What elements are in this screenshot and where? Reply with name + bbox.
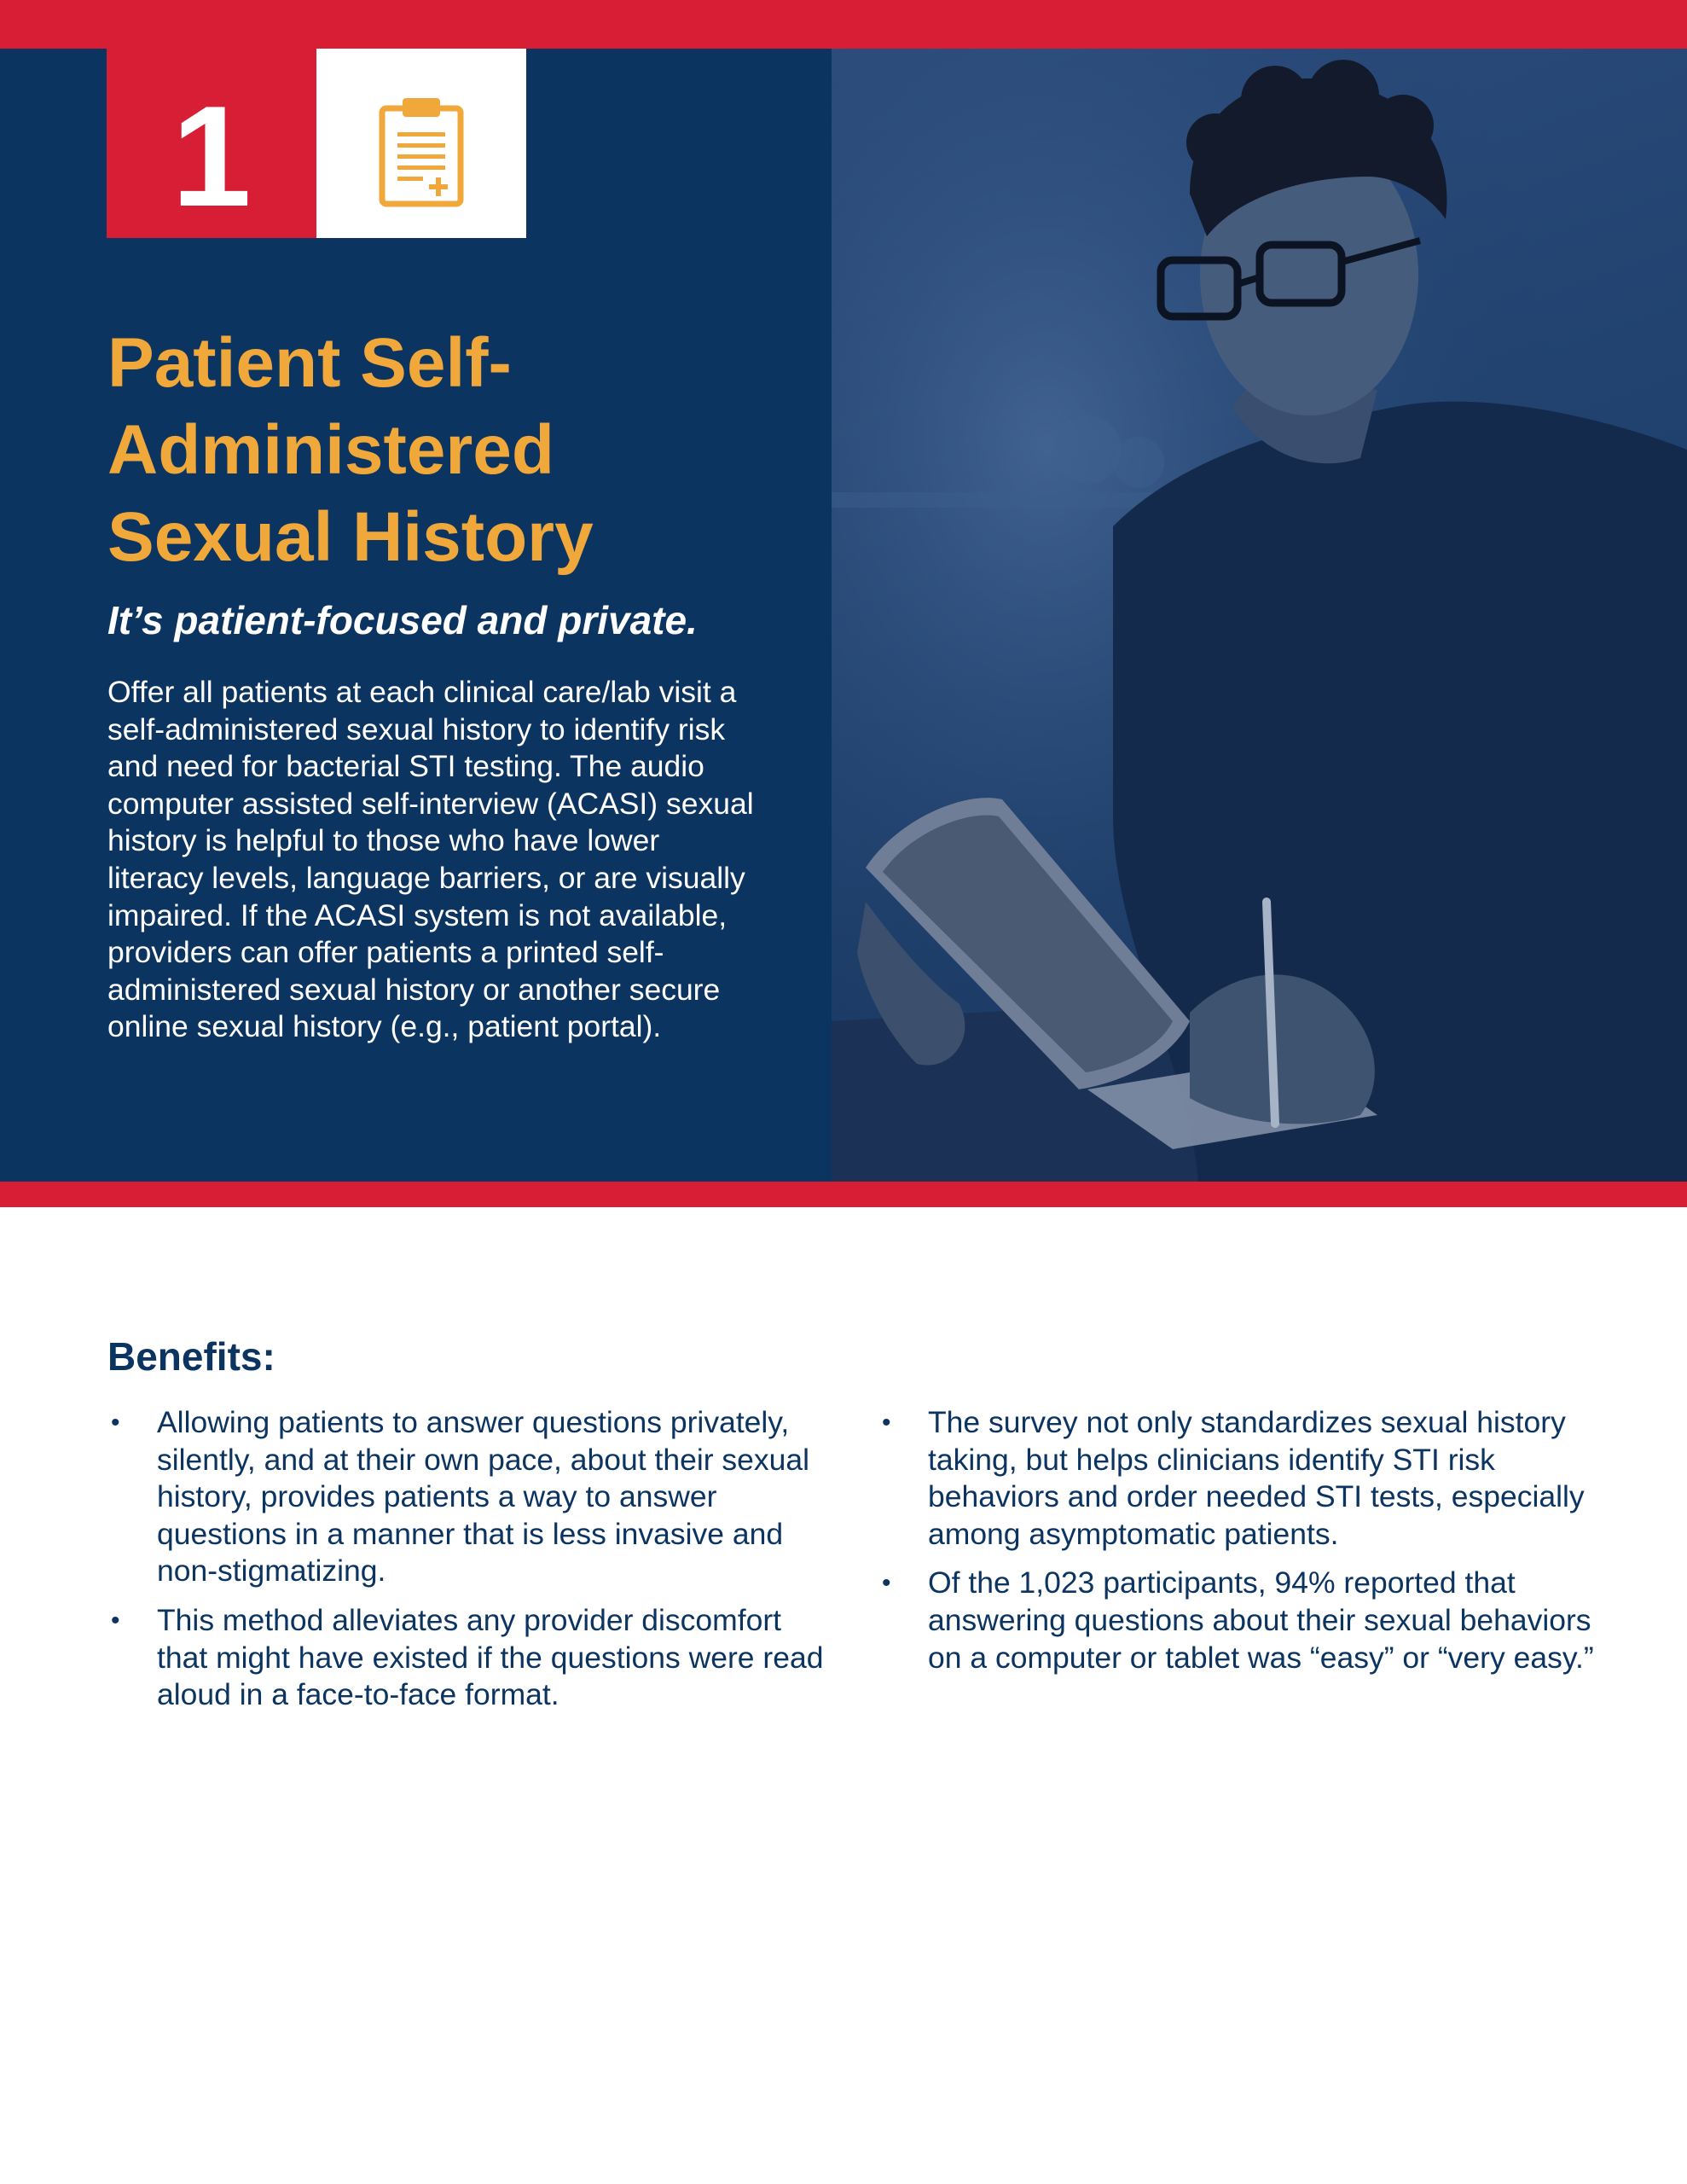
title-line: Patient Self- bbox=[107, 324, 512, 402]
intro-paragraph bbox=[107, 674, 781, 1046]
benefit-line: behaviors and order needed STI tests, especially bbox=[928, 1479, 1585, 1514]
bullet-icon: • bbox=[111, 1409, 120, 1437]
intro-line: literacy levels, language barriers, or are visually bbox=[107, 860, 745, 895]
benefit-line: Allowing patients to answer questions privately, bbox=[157, 1405, 790, 1439]
intro-line: administered sexual history or another secure bbox=[107, 972, 721, 1007]
page-title bbox=[107, 320, 807, 581]
top-red-bar bbox=[0, 0, 1687, 49]
intro-line: online sexual history (e.g., patient portal). bbox=[107, 1009, 662, 1044]
intro-line: and need for bacterial STI testing. The audio bbox=[107, 749, 704, 784]
man-with-tablet-illustration bbox=[832, 49, 1687, 1182]
benefit-line: questions in a manner that is less invasive and bbox=[157, 1516, 784, 1551]
benefit-line: among asymptomatic patients. bbox=[928, 1516, 1339, 1551]
title-line: Sexual History bbox=[107, 498, 594, 576]
benefit-line: on a computer or tablet was “easy” or “very easy.” bbox=[928, 1640, 1594, 1675]
intro-line: Offer all patients at each clinical care/lab visit a bbox=[107, 675, 737, 709]
clipboard-icon bbox=[374, 95, 468, 209]
section-icon-badge bbox=[316, 49, 526, 238]
benefit-line: The survey not only standardizes sexual history bbox=[928, 1405, 1566, 1439]
benefit-item bbox=[878, 1404, 1620, 1553]
benefit-line: that might have existed if the questions were read bbox=[157, 1640, 824, 1675]
benefit-line: aloud in a face-to-face format. bbox=[157, 1677, 559, 1712]
benefits-list-left bbox=[107, 1404, 841, 1726]
benefits-list-right bbox=[878, 1404, 1620, 1688]
benefit-line: This method alleviates any provider discomfort bbox=[157, 1602, 782, 1637]
benefit-line: history, provides patients a way to answer bbox=[157, 1479, 717, 1514]
title-line: Administered bbox=[107, 411, 554, 489]
benefit-line: answering questions about their sexual behaviors bbox=[928, 1602, 1591, 1637]
subtitle: It’s patient-focused and private. bbox=[107, 598, 698, 642]
bullet-icon: • bbox=[111, 1606, 120, 1635]
intro-line: impaired. If the ACASI system is not available, bbox=[107, 897, 728, 932]
intro-line: providers can offer patients a printed self- bbox=[107, 935, 664, 970]
hero-photo bbox=[832, 49, 1687, 1182]
benefit-line: silently, and at their own pace, about their sexual bbox=[157, 1442, 810, 1477]
section-number: 1 bbox=[171, 76, 252, 236]
bullet-icon: • bbox=[882, 1569, 891, 1598]
intro-line: history is helpful to those who have lower bbox=[107, 823, 660, 858]
hero-panel bbox=[0, 49, 832, 1182]
benefit-line: taking, but helps clinicians identify STI risk bbox=[928, 1442, 1495, 1477]
benefit-item bbox=[878, 1565, 1620, 1676]
section-number-badge bbox=[107, 49, 316, 238]
bottom-red-bar bbox=[0, 1182, 1687, 1207]
benefit-item bbox=[107, 1602, 841, 1714]
intro-line: self-administered sexual history to identify risk bbox=[107, 712, 726, 746]
benefit-line: Of the 1,023 participants, 94% reported that bbox=[928, 1565, 1516, 1600]
benefit-line: non-stigmatizing. bbox=[157, 1554, 386, 1589]
benefit-item bbox=[107, 1404, 841, 1590]
bullet-icon: • bbox=[882, 1409, 891, 1437]
benefits-heading: Benefits: bbox=[107, 1334, 275, 1379]
intro-line: computer assisted self-interview (ACASI) sexual bbox=[107, 786, 754, 821]
